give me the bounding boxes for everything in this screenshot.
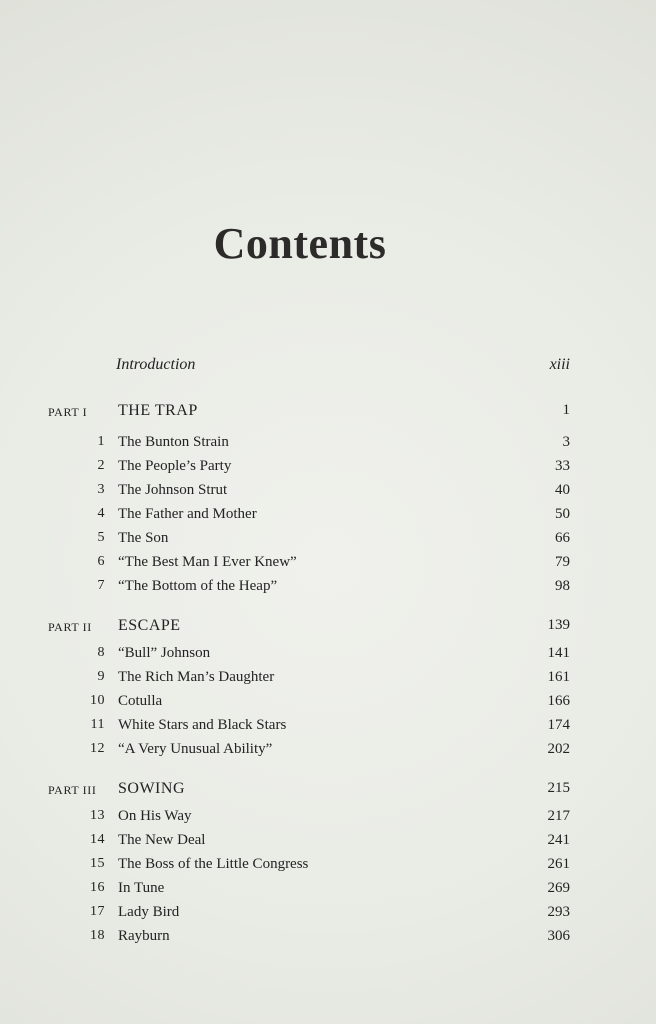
chapter-page-number: 166 xyxy=(547,693,570,709)
chapter-title: White Stars and Black Stars xyxy=(118,717,287,733)
chapter-number: 11 xyxy=(90,717,105,732)
chapter-page-number: 50 xyxy=(555,506,570,522)
toc-part-heading xyxy=(48,780,570,804)
toc-chapter-entry xyxy=(70,717,570,741)
chapter-title: Cotulla xyxy=(118,693,163,709)
chapter-title: The Boss of the Little Congress xyxy=(118,856,309,872)
chapter-title: “A Very Unusual Ability” xyxy=(118,741,273,757)
toc-chapter-entry xyxy=(70,693,570,717)
toc-chapter-entry xyxy=(70,741,570,765)
toc-part-heading xyxy=(48,617,570,641)
toc-chapter-entry xyxy=(70,832,570,856)
toc-chapter-entry xyxy=(70,482,570,506)
toc-chapter-entry xyxy=(70,928,570,952)
chapter-page-number: 3 xyxy=(562,434,570,450)
chapter-page-number: 241 xyxy=(547,832,570,848)
toc-chapter-entry xyxy=(70,578,570,602)
chapter-number: 6 xyxy=(97,554,105,569)
chapter-number: 2 xyxy=(97,458,105,473)
chapter-number: 12 xyxy=(90,741,105,756)
introduction-page-number: xiii xyxy=(549,356,570,373)
toc-chapter-entry xyxy=(70,458,570,482)
chapter-title: The Father and Mother xyxy=(118,506,257,522)
chapter-page-number: 33 xyxy=(555,458,570,474)
toc-chapter-entry xyxy=(70,554,570,578)
toc-chapter-entry xyxy=(70,434,570,458)
chapter-number: 7 xyxy=(97,578,105,593)
chapter-page-number: 98 xyxy=(555,578,570,594)
part-label: PART III xyxy=(48,783,97,797)
chapter-page-number: 293 xyxy=(547,904,570,920)
chapter-title: The New Deal xyxy=(118,832,206,848)
chapter-title: The Bunton Strain xyxy=(118,434,229,450)
chapter-title: The Son xyxy=(118,530,169,546)
toc-chapter-entry xyxy=(70,904,570,928)
chapter-number: 3 xyxy=(97,482,105,497)
chapter-title: On His Way xyxy=(118,808,192,824)
chapter-title: Rayburn xyxy=(118,928,170,944)
chapter-number: 16 xyxy=(90,880,105,895)
part-title: THE TRAP xyxy=(118,402,198,419)
chapter-number: 1 xyxy=(97,434,105,449)
chapter-title: “The Best Man I Ever Knew” xyxy=(118,554,297,570)
part-label: PART I xyxy=(48,405,88,419)
chapter-number: 5 xyxy=(97,530,105,545)
chapter-title: The Johnson Strut xyxy=(118,482,228,498)
toc-chapter-entry xyxy=(70,506,570,530)
toc-chapter-entry xyxy=(70,645,570,669)
chapter-title: In Tune xyxy=(118,880,165,896)
chapter-page-number: 79 xyxy=(555,554,570,570)
toc-chapter-entry xyxy=(70,880,570,904)
chapter-page-number: 141 xyxy=(547,645,570,661)
toc-part-heading xyxy=(48,402,570,426)
chapter-number: 15 xyxy=(90,856,105,871)
chapter-number: 14 xyxy=(90,832,105,847)
page-title: Contents xyxy=(213,219,387,268)
chapter-page-number: 174 xyxy=(547,717,570,733)
toc-chapter-entry xyxy=(70,856,570,880)
chapter-number: 18 xyxy=(90,928,105,943)
part-page-number: 1 xyxy=(562,402,570,418)
chapter-number: 8 xyxy=(97,645,105,660)
chapter-page-number: 66 xyxy=(555,530,570,546)
toc-chapter-entry xyxy=(70,530,570,554)
chapter-number: 9 xyxy=(97,669,105,684)
part-page-number: 139 xyxy=(547,617,570,633)
introduction-label: Introduction xyxy=(116,356,196,373)
toc-chapter-entry xyxy=(70,669,570,693)
toc-chapter-entry xyxy=(70,808,570,832)
chapter-page-number: 202 xyxy=(547,741,570,757)
part-title: SOWING xyxy=(118,780,185,797)
chapter-page-number: 306 xyxy=(547,928,570,944)
chapter-page-number: 269 xyxy=(547,880,570,896)
chapter-page-number: 40 xyxy=(555,482,570,498)
chapter-title: The Rich Man’s Daughter xyxy=(118,669,275,685)
part-label: PART II xyxy=(48,620,92,634)
chapter-title: “Bull” Johnson xyxy=(118,645,211,661)
chapter-page-number: 261 xyxy=(547,856,570,872)
chapter-number: 10 xyxy=(90,693,105,708)
chapter-number: 13 xyxy=(90,808,105,823)
chapter-title: The People’s Party xyxy=(118,458,232,474)
toc-introduction-entry xyxy=(116,356,570,380)
part-title: ESCAPE xyxy=(118,617,181,634)
chapter-page-number: 161 xyxy=(547,669,570,685)
chapter-number: 17 xyxy=(90,904,105,919)
part-page-number: 215 xyxy=(547,780,570,796)
chapter-title: “The Bottom of the Heap” xyxy=(118,578,278,594)
chapter-page-number: 217 xyxy=(547,808,570,824)
chapter-title: Lady Bird xyxy=(118,904,180,920)
chapter-number: 4 xyxy=(97,506,105,521)
